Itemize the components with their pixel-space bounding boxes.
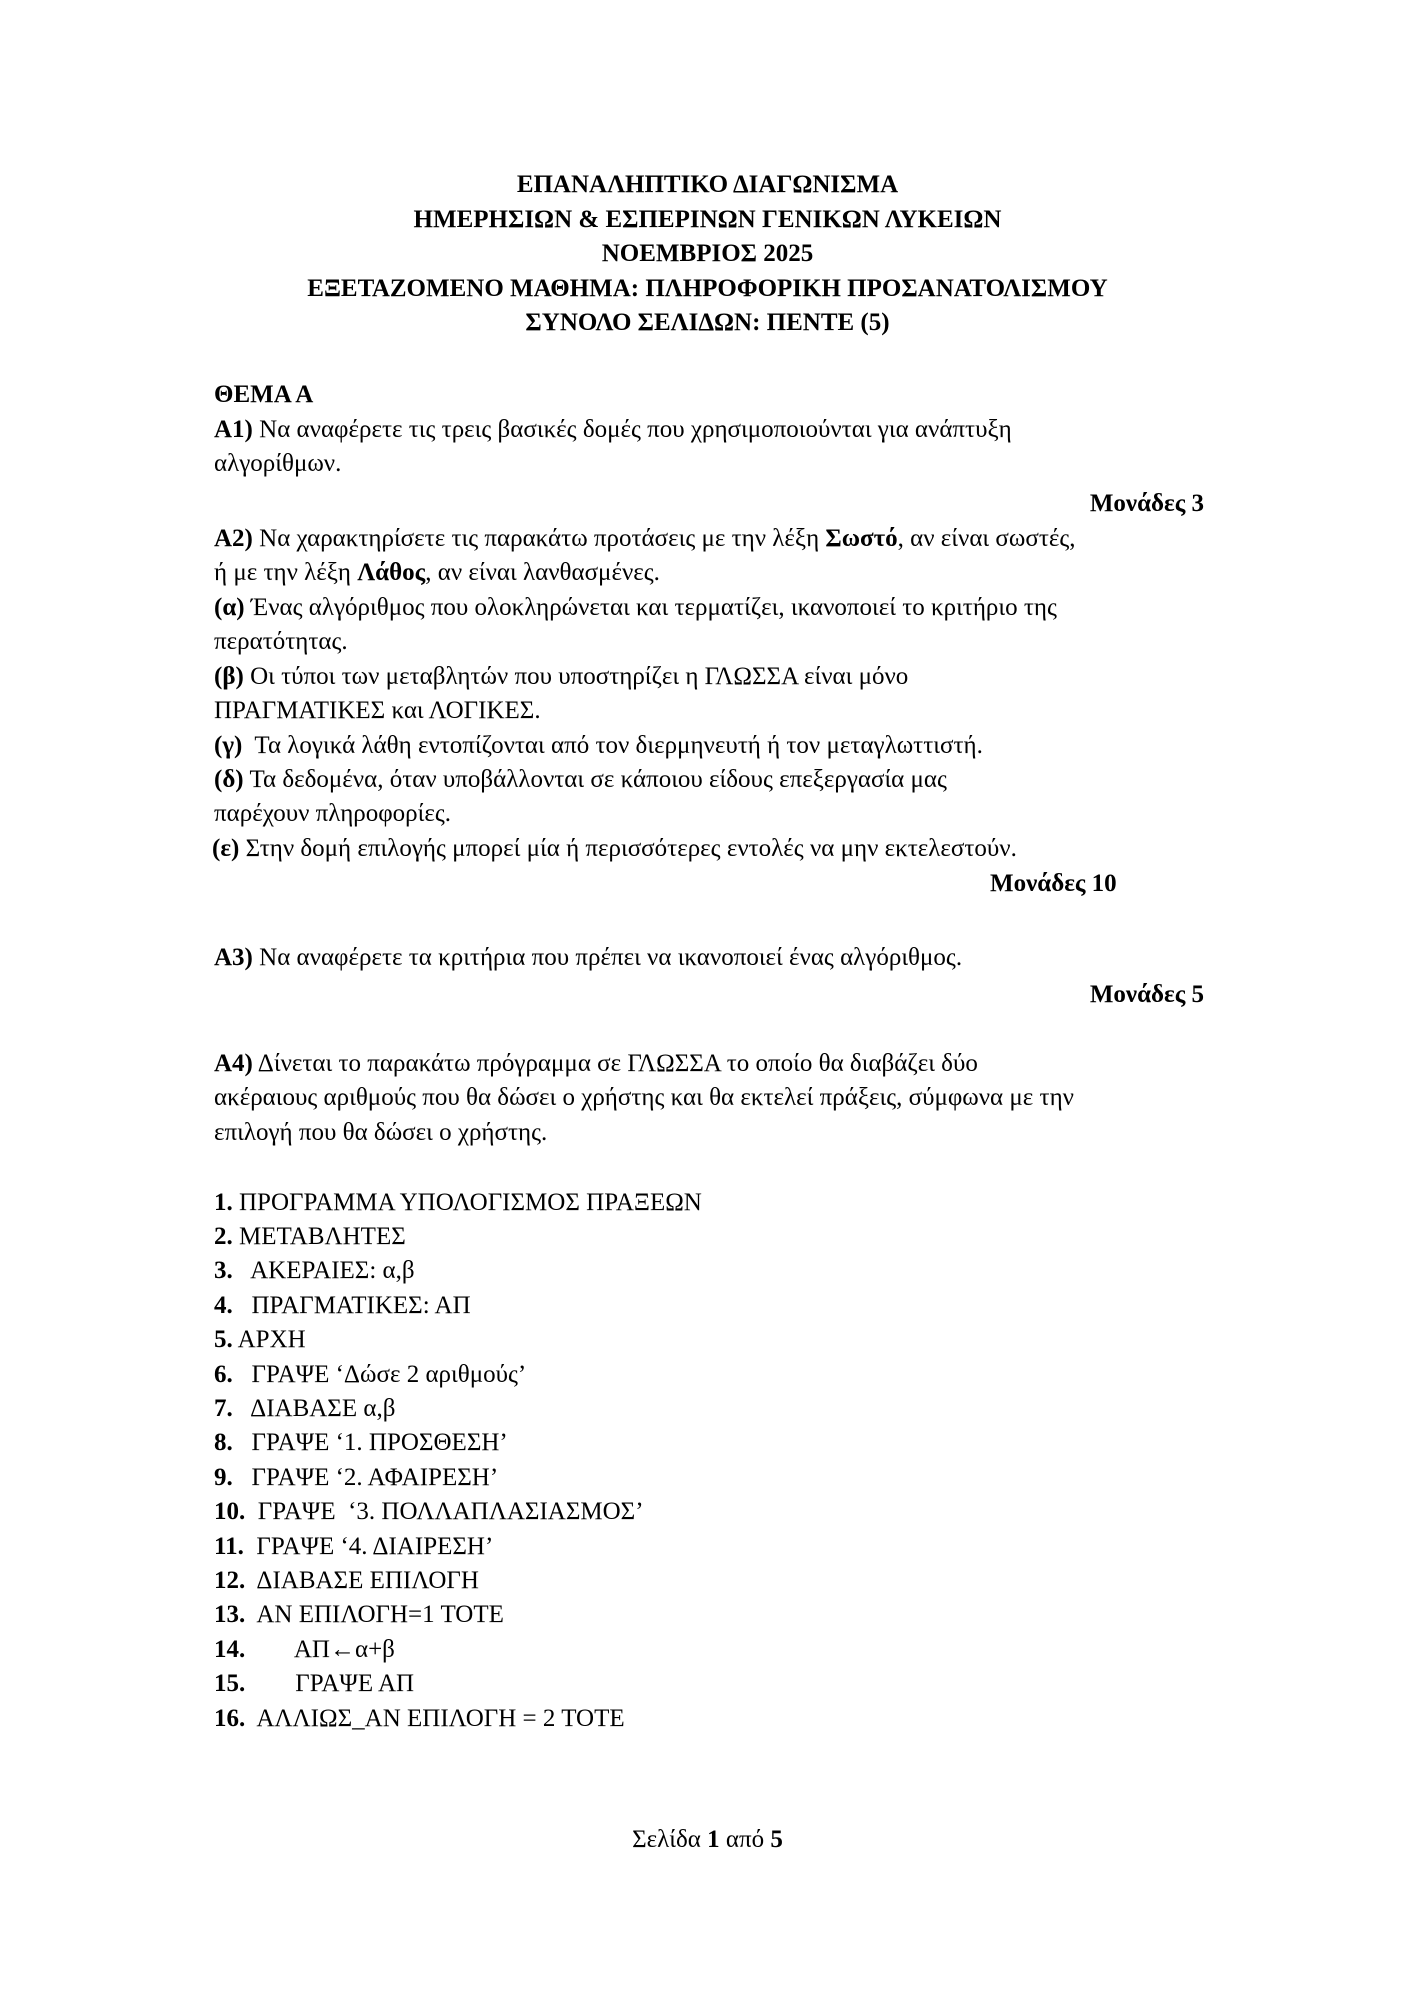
a2-item-a-line-1 <box>214 593 1057 623</box>
a2-item-c-text-1: Τα λογικά λάθη εντοπίζονται από τον διερμηνευτή ή τον μεταγλωττιστή. <box>242 732 983 759</box>
header-line-4: ΕΞΕΤΑΖΟΜΕΝΟ ΜΑΘΗΜΑ: ΠΛΗΡΟΦΟΡΙΚΗ ΠΡΟΣΑΝΑΤΟΛΙΣΜΟΥ <box>307 274 1108 302</box>
code-line-number: 2. <box>214 1223 233 1250</box>
a2-intro-1b: , αν είναι σωστές, <box>897 525 1076 552</box>
code-line-text: ΑΠ←α+β <box>245 1636 395 1663</box>
a4-text-1: Δίνεται το παρακάτω πρόγραμμα σε ΓΛΩΣΣΑ το οποίο θα διαβάζει δύο <box>252 1050 978 1077</box>
code-line-text: ΔΙΑΒΑΣΕ ΕΠΙΛΟΓΗ <box>245 1567 479 1594</box>
a2-line-2 <box>214 558 660 588</box>
code-line-number: 13. <box>214 1601 246 1628</box>
code-line-text: ΑΡΧΗ <box>232 1326 306 1353</box>
code-line-number: 6. <box>214 1361 233 1388</box>
code-line-number: 9. <box>214 1464 233 1491</box>
a3-marks: Μονάδες 5 <box>1089 981 1204 1008</box>
header-line-3: ΝΟΕΜΒΡΙΟΣ 2025 <box>601 240 814 267</box>
code-line-number: 4. <box>214 1292 233 1319</box>
code-line <box>214 1463 498 1493</box>
code-line-number: 14. <box>214 1636 246 1663</box>
a1-text-2: αλγορίθμων. <box>214 450 342 477</box>
a2-item-c-line-1 <box>214 731 983 761</box>
code-line-number: 5. <box>214 1326 233 1353</box>
code-line-text: ΔΙΑΒΑΣΕ α,β <box>232 1395 396 1422</box>
a2-item-d-label: (δ) <box>214 766 244 793</box>
code-line-text: ΑΝ ΕΠΙΛΟΓΗ=1 ΤΟΤΕ <box>245 1601 504 1628</box>
code-line-text: ΓΡΑΨΕ ‘2. ΑΦΑΙΡΕΣΗ’ <box>232 1464 499 1491</box>
a2-item-b-text-1: Οι τύποι των μεταβλητών που υποστηρίζει η ΓΛΩΣΣΑ είναι μόνο <box>243 663 909 690</box>
code-line-text: ΜΕΤΑΒΛΗΤΕΣ <box>232 1223 406 1250</box>
code-line <box>214 1222 406 1252</box>
a4-text-3: επιλογή που θα δώσει ο χρήστης. <box>214 1119 548 1146</box>
a2-item-d-text-2: παρέχουν πληροφορίες. <box>214 800 452 827</box>
a4-line-1 <box>214 1049 978 1079</box>
code-line <box>214 1256 415 1286</box>
code-line-text: ΑΚΕΡΑΙΕΣ: α,β <box>232 1257 415 1284</box>
a2-item-e-label: (ε) <box>212 835 240 862</box>
header-line-2: ΗΜΕΡΗΣΙΩΝ & ΕΣΠΕΡΙΝΩΝ ΓΕΝΙΚΩΝ ΛΥΚΕΙΩΝ <box>413 205 1002 233</box>
code-line-number: 10. <box>214 1498 246 1525</box>
a2-item-a-label: (α) <box>214 594 245 621</box>
code-line-number: 7. <box>214 1395 233 1422</box>
code-line <box>214 1291 471 1321</box>
a1-text-1: Να αναφέρετε τις τρεις βασικές δομές που χρησιμοποιούνται για ανάπτυξη <box>252 416 1012 443</box>
page-footer <box>0 1826 1415 1854</box>
code-line-text: ΑΛΛΙΩΣ_ΑΝ ΕΠΙΛΟΓΗ = 2 ΤΟΤΕ <box>245 1705 625 1732</box>
a4-text-2: ακέραιους αριθμούς που θα δώσει ο χρήστης και θα εκτελεί πράξεις, σύμφωνα με την <box>214 1084 1074 1111</box>
code-line <box>214 1566 479 1596</box>
code-line <box>214 1497 644 1527</box>
a2-line-1 <box>214 524 1076 554</box>
code-line-number: 16. <box>214 1705 246 1732</box>
a2-item-b-text-2: ΠΡΑΓΜΑΤΙΚΕΣ και ΛΟΓΙΚΕΣ. <box>214 697 541 724</box>
code-line <box>214 1600 504 1630</box>
code-line-number: 1. <box>214 1189 233 1216</box>
header-line-5: ΣΥΝΟΛΟ ΣΕΛΙΔΩΝ: ΠΕΝΤΕ (5) <box>525 309 890 336</box>
code-line-number: 8. <box>214 1429 233 1456</box>
code-line-text: ΓΡΑΨΕ ‘Δώσε 2 αριθμούς’ <box>232 1361 527 1388</box>
code-line-number: 15. <box>214 1670 246 1697</box>
a2-intro-2a: ή με την λέξη <box>214 559 358 586</box>
code-line <box>214 1704 625 1734</box>
a2-item-e-text-1: Στην δομή επιλογής μπορεί μία ή περισσότερες εντολές να μην εκτελεστούν. <box>239 835 1017 862</box>
a1-label: Α1) <box>214 416 253 443</box>
a1-line-1 <box>214 415 1012 445</box>
footer-total-pages: 5 <box>770 1826 783 1853</box>
footer-page-number: 1 <box>707 1826 720 1853</box>
a2-item-d-text-1: Τα δεδομένα, όταν υποβάλλονται σε κάποιου είδους επεξεργασία μας <box>243 766 947 793</box>
exam-header <box>0 168 1415 341</box>
code-line <box>214 1394 395 1424</box>
a2-wrong-word: Λάθος <box>357 559 426 586</box>
a2-intro-2b: , αν είναι λανθασμένες. <box>425 559 660 586</box>
code-line-number: 12. <box>214 1567 246 1594</box>
code-line-text: ΠΡΟΓΡΑΜΜΑ ΥΠΟΛΟΓΙΣΜΟΣ ΠΡΑΞΕΩΝ <box>232 1189 702 1216</box>
code-line-number: 3. <box>214 1257 233 1284</box>
code-line <box>214 1188 702 1218</box>
code-line <box>214 1360 526 1390</box>
a2-label: Α2) <box>214 525 253 552</box>
header-line-1: ΕΠΑΝΑΛΗΠΤΙΚΟ ΔΙΑΓΩΝΙΣΜΑ <box>516 171 899 198</box>
code-line-text: ΠΡΑΓΜΑΤΙΚΕΣ: ΑΠ <box>232 1292 471 1319</box>
footer-prefix: Σελίδα <box>632 1826 708 1853</box>
a2-item-c-label: (γ) <box>214 732 243 759</box>
a1-marks: Μονάδες 3 <box>1089 490 1204 517</box>
a3-text: Να αναφέρετε τα κριτήρια που πρέπει να ικανοποιεί ένας αλγόριθμος. <box>252 944 963 971</box>
code-line-text: ΓΡΑΨΕ ‘1. ΠΡΟΣΘΕΣΗ’ <box>232 1429 508 1456</box>
a2-marks: Μονάδες 10 <box>990 870 1117 897</box>
code-line-text: ΓΡΑΨΕ ‘4. ΔΙΑΙΡΕΣΗ’ <box>243 1533 494 1560</box>
code-line <box>214 1325 306 1355</box>
footer-middle: από <box>719 1826 771 1853</box>
code-line <box>214 1428 508 1458</box>
code-line-number: 11. <box>214 1533 244 1560</box>
a2-intro-1a: Να χαρακτηρίσετε τις παρακάτω προτάσεις με την λέξη <box>252 525 826 552</box>
a2-item-a-text-2: περατότητας. <box>214 628 348 655</box>
a3-line <box>214 943 962 973</box>
a2-correct-word: Σωστό <box>825 525 898 552</box>
code-line <box>214 1669 414 1699</box>
code-line-text: ΓΡΑΨΕ ΑΠ <box>245 1670 415 1697</box>
a2-item-d-line-1 <box>214 765 947 795</box>
section-title: ΘΕΜΑ Α <box>214 381 314 408</box>
code-line <box>214 1635 395 1665</box>
code-line <box>214 1532 493 1562</box>
code-line-text: ΓΡΑΨΕ ‘3. ΠΟΛΛΑΠΛΑΣΙΑΣΜΟΣ’ <box>245 1498 644 1525</box>
a2-item-a-text-1: Ένας αλγόριθμος που ολοκληρώνεται και τερματίζει, ικανοποιεί το κριτήριο της <box>244 594 1057 621</box>
a3-label: Α3) <box>214 944 253 971</box>
a2-item-e-line-1 <box>212 834 1017 864</box>
a2-item-b-label: (β) <box>214 663 244 690</box>
a2-item-b-line-1 <box>214 662 908 692</box>
a4-label: Α4) <box>214 1050 253 1077</box>
